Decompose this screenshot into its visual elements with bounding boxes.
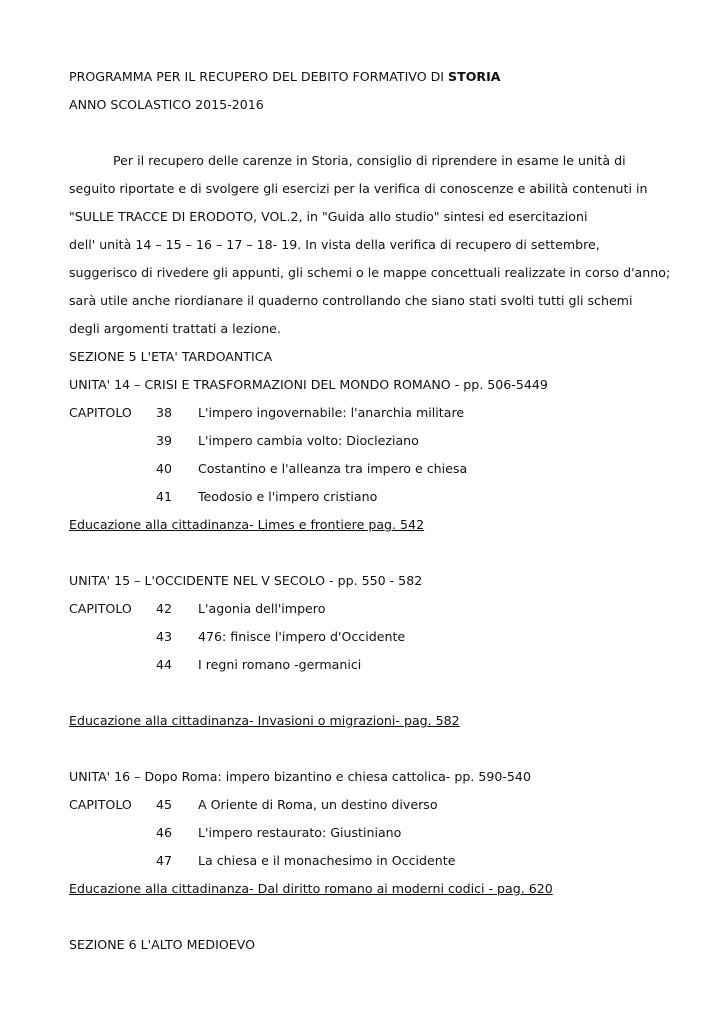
chapter-title: I regni romano -germanici — [198, 657, 362, 672]
intro-line: suggerisco di rivedere gli appunti, gli schemi o le mappe concettuali realizzate in corso d'anno; — [69, 265, 671, 280]
chapter-number: 44 — [156, 657, 173, 672]
intro-line: Per il recupero delle carenze in Storia, consiglio di riprendere in esame le unità di — [113, 153, 626, 168]
chapter-title: 476: finisce l'impero d'Occidente — [198, 629, 406, 644]
unit-title: UNITA' 16 – Dopo Roma: impero bizantino e chiesa cattolica- pp. 590-540 — [69, 769, 531, 784]
chapter-label: CAPITOLO — [69, 797, 132, 812]
chapter-row — [0, 825, 724, 841]
section-heading: SEZIONE 6 L'ALTO MEDIOEVO — [69, 937, 255, 952]
chapter-row — [0, 461, 724, 477]
civics-note: Educazione alla cittadinanza- Dal diritto romano ai moderni codici - pag. 620 — [69, 881, 553, 896]
chapter-row — [0, 433, 724, 449]
chapter-row — [0, 601, 724, 617]
unit-title: UNITA' 14 – CRISI E TRASFORMAZIONI DEL MONDO ROMANO - pp. 506-5449 — [69, 377, 548, 392]
chapter-title: L'impero ingovernabile: l'anarchia militare — [198, 405, 465, 420]
intro-line: sarà utile anche riordianare il quaderno controllando che siano stati svolti tutti gli schemi — [69, 293, 633, 308]
chapter-number: 38 — [156, 405, 173, 420]
school-year: ANNO SCOLASTICO 2015-2016 — [69, 97, 264, 112]
chapter-number: 41 — [156, 489, 173, 504]
chapter-title: Teodosio e l'impero cristiano — [198, 489, 378, 504]
chapter-row — [0, 853, 724, 869]
chapter-number: 40 — [156, 461, 173, 476]
chapter-title: L'agonia dell'impero — [198, 601, 326, 616]
civics-note: Educazione alla cittadinanza- Invasioni o migrazioni- pag. 582 — [69, 713, 460, 728]
intro-line: "SULLE TRACCE DI ERODOTO, VOL.2, in "Guida allo studio" sintesi ed esercitazioni — [69, 209, 588, 224]
chapter-number: 47 — [156, 853, 173, 868]
chapter-number: 42 — [156, 601, 173, 616]
chapter-row — [0, 797, 724, 813]
chapter-row — [0, 657, 724, 673]
chapter-row — [0, 405, 724, 421]
intro-line: seguito riportate e di svolgere gli esercizi per la verifica di conoscenze e abilità contenuti in — [69, 181, 648, 196]
chapter-title: La chiesa e il monachesimo in Occidente — [198, 853, 456, 868]
document-title — [69, 69, 501, 85]
section-heading: SEZIONE 5 L'ETA' TARDOANTICA — [69, 349, 273, 364]
chapter-label: CAPITOLO — [69, 405, 132, 420]
chapter-label: CAPITOLO — [69, 601, 132, 616]
intro-line: dell' unità 14 – 15 – 16 – 17 – 18- 19. In vista della verifica di recupero di settembre, — [69, 237, 600, 252]
chapter-title: L'impero restaurato: Giustiniano — [198, 825, 402, 840]
chapter-title: A Oriente di Roma, un destino diverso — [198, 797, 438, 812]
chapter-title: L'impero cambia volto: Diocleziano — [198, 433, 419, 448]
unit-title: UNITA' 15 – L'OCCIDENTE NEL V SECOLO - pp. 550 - 582 — [69, 573, 423, 588]
intro-line: degli argomenti trattati a lezione. — [69, 321, 281, 336]
chapter-row — [0, 629, 724, 645]
chapter-number: 46 — [156, 825, 173, 840]
chapter-number: 39 — [156, 433, 173, 448]
title-prefix: PROGRAMMA PER IL RECUPERO DEL DEBITO FORMATIVO DI — [69, 69, 449, 84]
chapter-title: Costantino e l'alleanza tra impero e chiesa — [198, 461, 468, 476]
chapter-row — [0, 489, 724, 505]
chapter-number: 45 — [156, 797, 173, 812]
chapter-number: 43 — [156, 629, 173, 644]
title-subject: STORIA — [448, 69, 501, 84]
civics-note: Educazione alla cittadinanza- Limes e frontiere pag. 542 — [69, 517, 425, 532]
